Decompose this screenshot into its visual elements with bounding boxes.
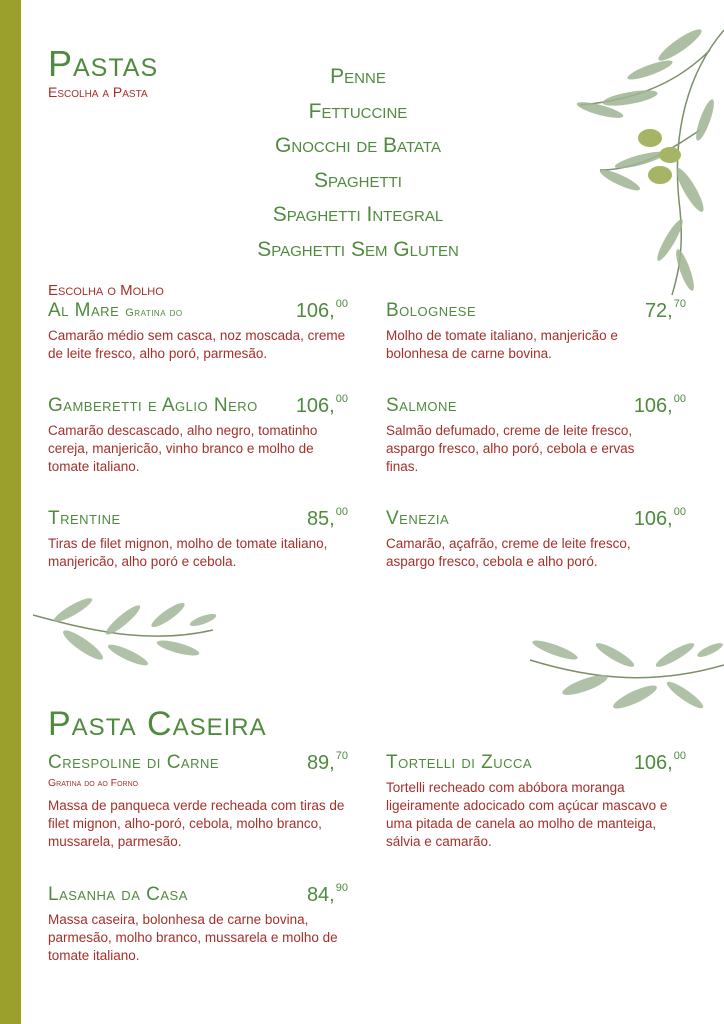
dish-gamberetti [48, 395, 348, 476]
dish-trentine [48, 508, 348, 571]
olive-branch-right-icon [525, 625, 724, 725]
dish-description: Tortelli recheado com abóbora moranga ligeiramente adocicado com açúcar mascavo e uma pitada de canela ao molho de manteiga, sálvia e camarão. [386, 780, 668, 849]
dish-price: 106,00 [633, 506, 686, 530]
pasta-type-item: Penne [330, 65, 386, 88]
dish-name: Tortelli di Zucca [386, 752, 533, 773]
dish-subnote: Gratina do ao Forno [48, 777, 139, 789]
dish-price: 106,00 [295, 298, 348, 322]
dish-description: Molho de tomate italiano, manjericão e bolonhesa de carne bovina. [386, 328, 618, 361]
dish-venezia [386, 508, 686, 571]
dish-description: Camarão médio sem casca, noz moscada, creme de leite fresco, alho poró, parmesão. [48, 328, 346, 361]
olive-branch-top-right-icon [560, 10, 724, 300]
olive-branch-left-icon [28, 590, 218, 680]
dish-tortelli [386, 752, 686, 851]
dish-name: Bolognese [386, 300, 477, 321]
dish-description: Massa de panqueca verde recheada com tiras de filet mignon, alho-poró, cebola, molho branco, mussarela, parmesão. [48, 798, 345, 849]
dish-price: 84,90 [306, 882, 348, 906]
pasta-type-item: Spaghetti Integral [272, 203, 444, 226]
dish-name: Gamberetti e Aglio Nero [48, 395, 258, 416]
dish-price: 106,00 [633, 393, 686, 417]
dish-name: Venezia [386, 508, 450, 529]
molho-label: Escolha o Molho [48, 282, 164, 299]
dish-price: 85,00 [306, 506, 348, 530]
pasta-type-item: Fettuccine [308, 99, 408, 123]
pasta-type-item: Gnocchi de Batata [275, 134, 441, 157]
pasta-type-list [200, 60, 516, 267]
dish-name: Crespoline di Carne [48, 752, 220, 773]
dish-price: 72,70 [644, 298, 686, 322]
dish-price: 106,00 [295, 393, 348, 417]
dish-description: Salmão defumado, creme de leite fresco, aspargo fresco, alho poró, cebola e ervas finas. [386, 423, 635, 474]
dish-crespoline [48, 752, 348, 851]
pastas-subtitle: Escolha a Pasta [48, 84, 148, 100]
dish-note: Gratina do [125, 307, 183, 319]
dish-salmone [386, 395, 686, 476]
dish-description: Camarão descascado, alho negro, tomatinho cereja, manjericão, vinho branco e molho de tomate italiano. [48, 423, 318, 474]
dish-description: Massa caseira, bolonhesa de carne bovina, parmesão, molho branco, mussarela e molho de tomate italiano. [48, 912, 338, 963]
dish-price: 106,00 [633, 750, 686, 774]
pasta-type-item: Spaghetti Sem Gluten [257, 237, 459, 261]
pasta-type-item: Spaghetti [314, 168, 402, 192]
dish-price: 89,70 [306, 750, 348, 774]
dish-name: Al Mare [48, 300, 120, 321]
dish-name: Salmone [386, 395, 458, 416]
dish-lasanha [48, 884, 348, 965]
side-accent-bar [0, 0, 21, 1024]
dish-bolognese [386, 300, 686, 363]
pastas-title: Pastas [48, 43, 159, 84]
dish-description: Tiras de filet mignon, molho de tomate italiano, manjericão, alho poró e cebola. [48, 536, 328, 569]
dish-name: Lasanha da Casa [48, 884, 188, 905]
dish-name: Trentine [48, 508, 121, 529]
caseira-title: Pasta Caseira [48, 705, 267, 743]
dish-description: Camarão, açafrão, creme de leite fresco, aspargo fresco, cebola e alho poró. [386, 536, 631, 569]
dish-al-mare [48, 300, 348, 363]
